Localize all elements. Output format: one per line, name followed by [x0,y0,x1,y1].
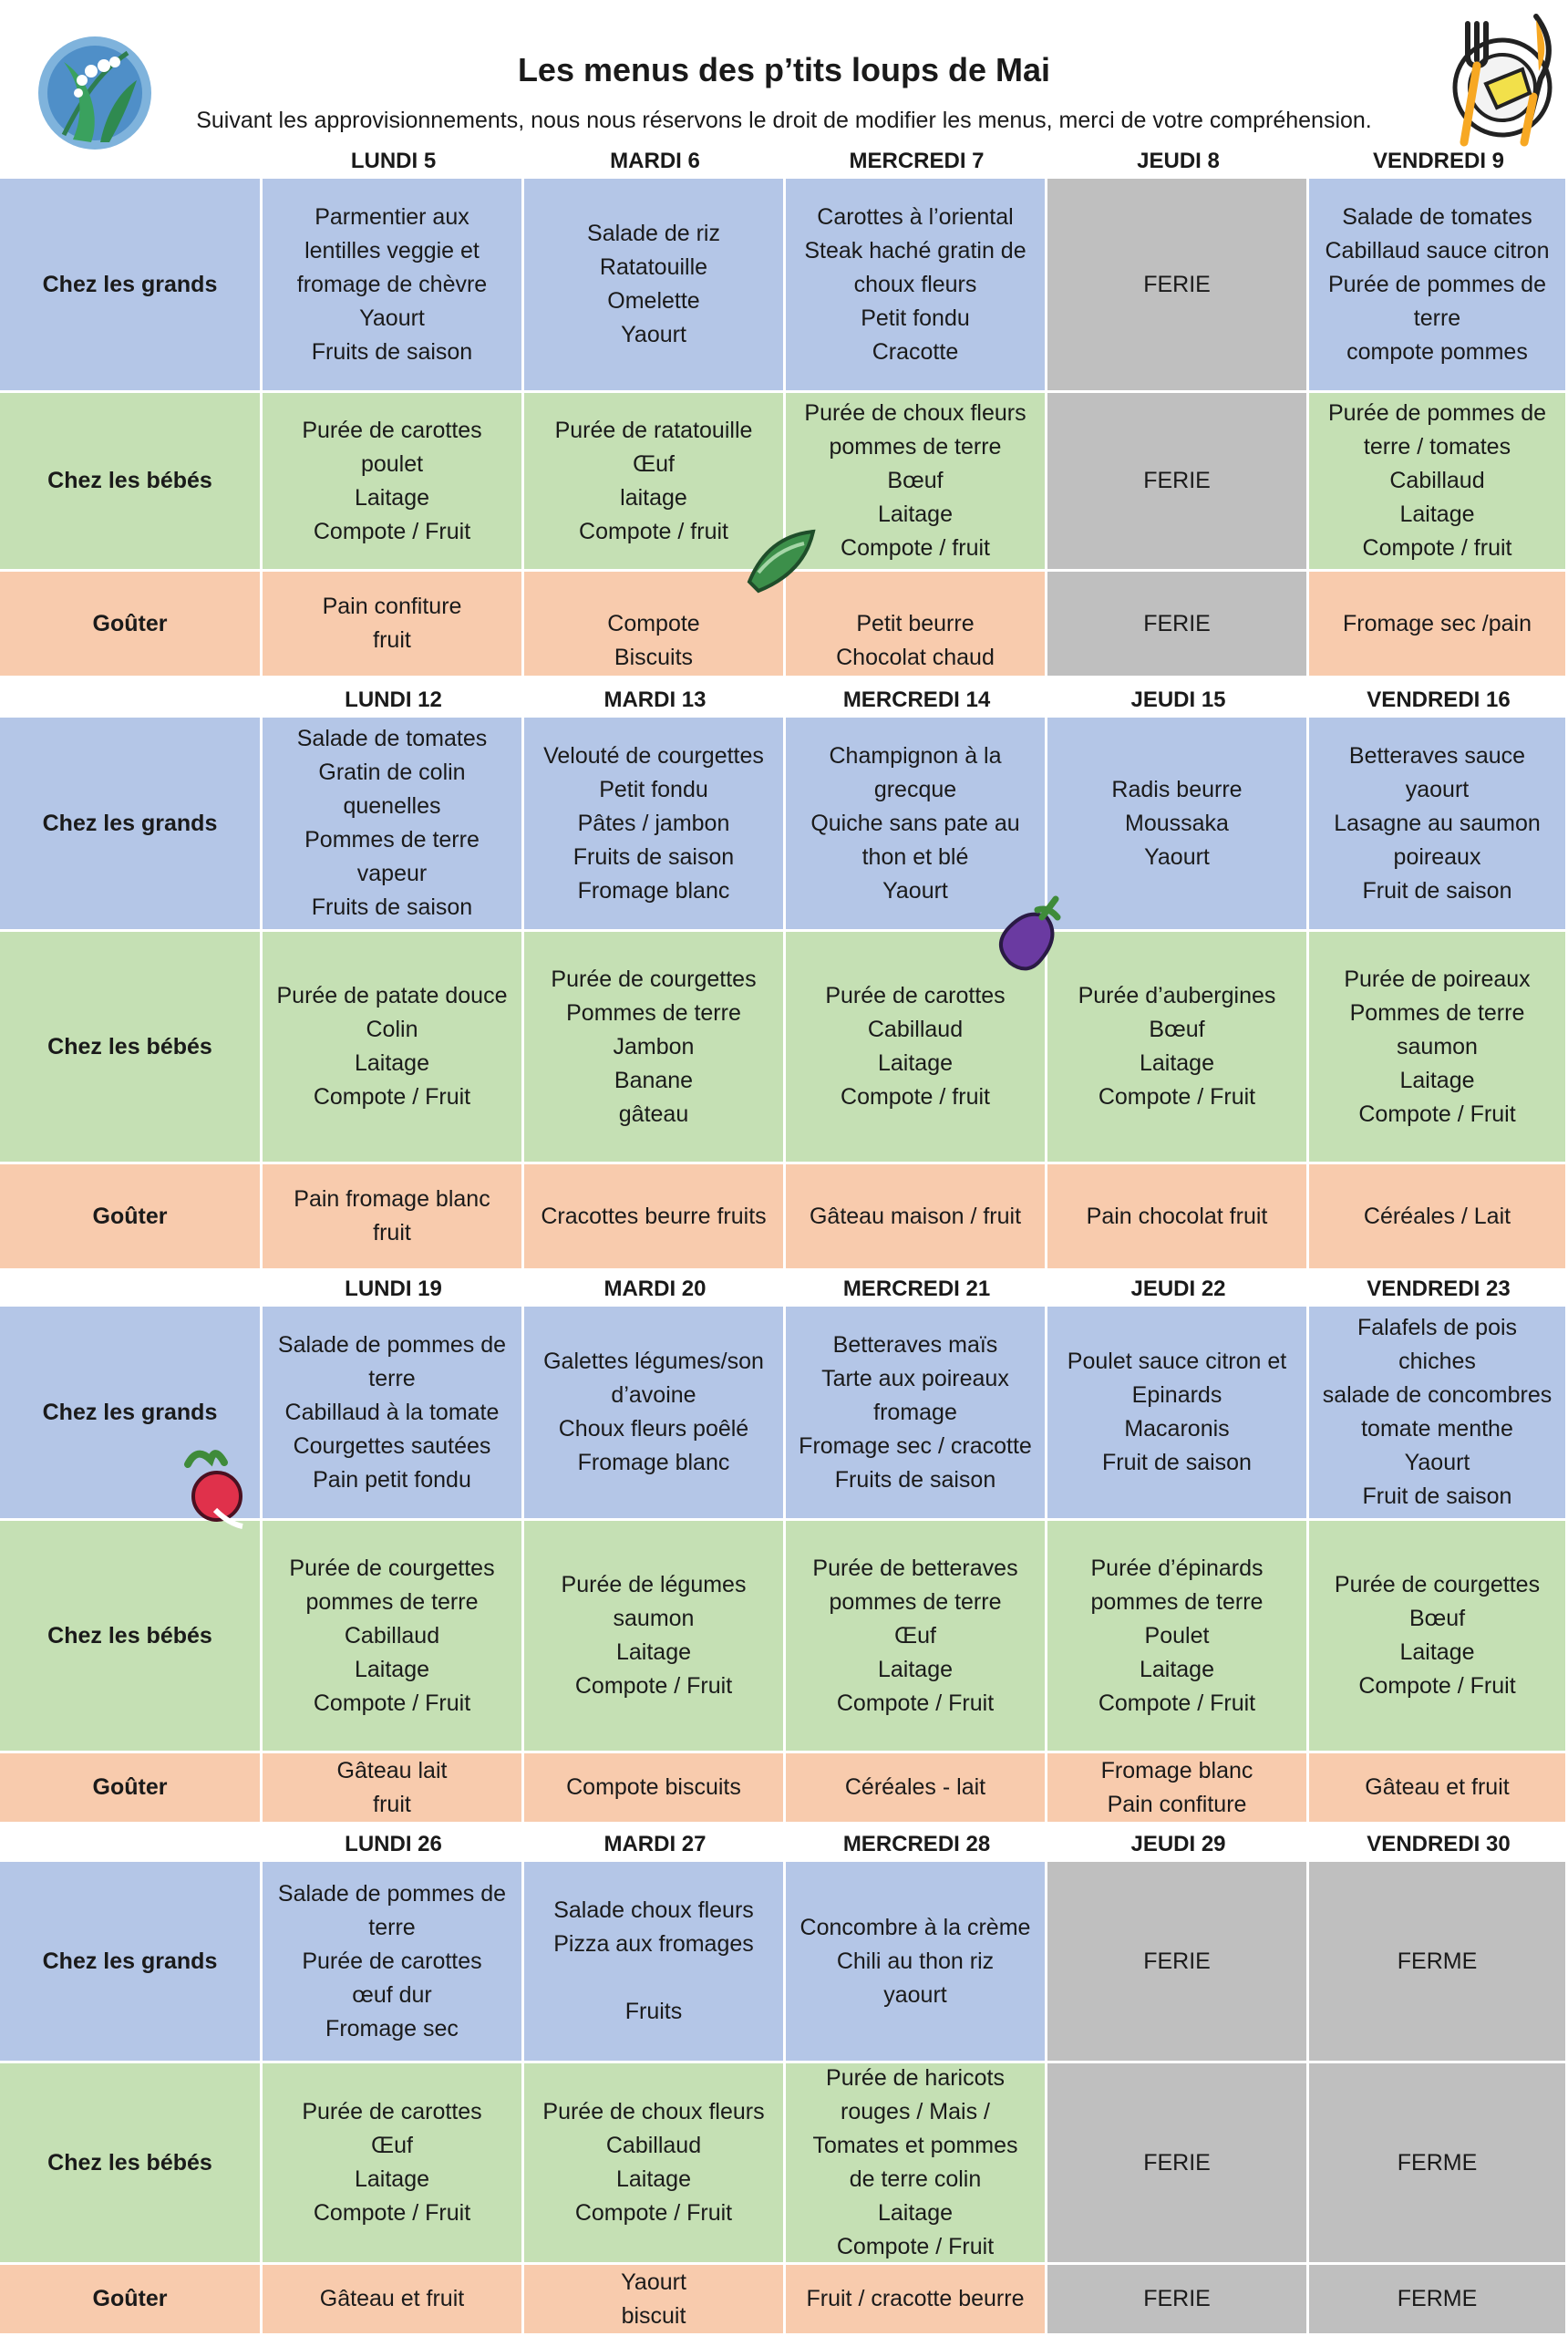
menu-cell: Céréales - lait [786,1753,1047,1824]
day-header: LUNDI 5 [350,149,437,173]
menu-cell: Purée de choux fleurs Cabillaud Laitage Compote / Fruit [524,2063,786,2265]
menu-cell: Compote Biscuits [524,572,786,678]
menu-cell: Parmentier aux lentilles veggie et fromage de chèvre Yaourt Fruits de saison [263,179,524,393]
day-header: MARDI 20 [603,1277,707,1301]
closed-day-cell: FERIE [1047,2265,1309,2336]
menu-cell: Poulet sauce citron et Epinards Macaronis Fruit de saison [1047,1307,1309,1521]
menu-row-grands [0,718,1568,932]
cutlery-plate-icon [1422,5,1568,151]
menu-row-grands [0,1862,1568,2063]
closed-day-cell: FERME [1309,2265,1568,2336]
menu-row-grands [0,179,1568,393]
row-label: Chez les grands [0,179,263,393]
row-label: Goûter [0,572,263,678]
day-header-row [0,1272,1568,1307]
menu-cell: Yaourt biscuit [524,2265,786,2336]
menu-cell: Salade de tomates Gratin de colin quenelles Pommes de terre vapeur Fruits de saison [263,718,524,932]
menu-cell: Purée de pommes de terre / tomates Cabillaud Laitage Compote / fruit [1309,393,1568,572]
menu-cell: Gâteau maison / fruit [786,1164,1047,1271]
menu-cell: Purée de courgettes Bœuf Laitage Compote / Fruit [1309,1521,1568,1753]
menu-cell: Purée de carottes Œuf Laitage Compote / Fruit [263,2063,524,2265]
row-label: Chez les bébés [0,2063,263,2265]
menu-cell: Cracottes beurre fruits [524,1164,786,1271]
menu-cell: Petit beurre Chocolat chaud [786,572,1047,678]
menu-cell: Carottes à l’oriental Steak haché gratin de choux fleurs Petit fondu Cracotte [786,179,1047,393]
day-header: JEUDI 8 [1137,149,1220,173]
menu-cell: Salade de riz Ratatouille Omelette Yaourt [524,179,786,393]
day-header: VENDREDI 30 [1367,1832,1511,1856]
menu-cell: Fruit / cracotte beurre [786,2265,1047,2336]
day-header: MARDI 6 [610,149,700,173]
menu-cell: Purée de courgettes pommes de terre Cabillaud Laitage Compote / Fruit [263,1521,524,1753]
menu-cell: Concombre à la crème Chili au thon riz yaourt [786,1862,1047,2063]
menu-cell: Salade choux fleurs Pizza aux fromages Fruits [524,1862,786,2063]
menu-cell: Purée de betteraves pommes de terre Œuf Laitage Compote / Fruit [786,1521,1047,1753]
day-header-row [0,1827,1568,1862]
cucumber-icon [740,518,822,600]
day-header: MERCREDI 7 [849,149,985,173]
menu-cell: Falafels de pois chiches salade de concombres tomate menthe Yaourt Fruit de saison [1309,1307,1568,1521]
closed-day-cell: FERIE [1047,393,1309,572]
menu-cell: Purée d’aubergines Bœuf Laitage Compote / Fruit [1047,932,1309,1164]
menu-cell: Radis beurre Moussaka Yaourt [1047,718,1309,932]
day-header: JEUDI 15 [1130,687,1226,712]
row-label: Chez les bébés [0,393,263,572]
menu-cell: Purée de poireaux Pommes de terre saumon Laitage Compote / Fruit [1309,932,1568,1164]
menu-cell: Purée de courgettes Pommes de terre Jambon Banane gâteau [524,932,786,1164]
menu-cell: Salade de pommes de terre Cabillaud à la tomate Courgettes sautées Pain petit fondu [263,1307,524,1521]
day-header: VENDREDI 9 [1372,149,1505,173]
menu-cell: Betteraves maïs Tarte aux poireaux fromage Fromage sec / cracotte Fruits de saison [786,1307,1047,1521]
day-header: JEUDI 22 [1130,1277,1226,1301]
closed-day-cell: FERIE [1047,179,1309,393]
row-label: Goûter [0,1753,263,1824]
menu-cell: Betteraves sauce yaourt Lasagne au saumon poireaux Fruit de saison [1309,718,1568,932]
eggplant-icon [992,890,1070,977]
menu-cell: Galettes légumes/son d’avoine Choux fleurs poêlé Fromage blanc [524,1307,786,1521]
closed-day-cell: FERME [1309,1862,1568,2063]
menu-cell: Pain fromage blanc fruit [263,1164,524,1271]
day-header: MERCREDI 28 [842,1832,991,1856]
day-header: MERCREDI 14 [842,687,991,712]
row-label: Chez les bébés [0,1521,263,1753]
menu-cell: Purée de ratatouille Œuf laitage Compote / fruit [524,393,786,572]
menu-row-bebes [0,2063,1568,2265]
radish-icon [179,1446,252,1530]
menu-cell: Purée de carottes Cabillaud Laitage Compote / fruit [786,932,1047,1164]
menu-cell: Gâteau et fruit [263,2265,524,2336]
day-header-row [0,683,1568,718]
menu-cell: Pain confiture fruit [263,572,524,678]
closed-day-cell: FERIE [1047,2063,1309,2265]
day-header: VENDREDI 16 [1367,687,1511,712]
menu-cell: Compote biscuits [524,1753,786,1824]
day-header: LUNDI 26 [345,1832,442,1856]
row-label: Chez les grands [0,1862,263,2063]
row-label: Chez les bébés [0,932,263,1164]
page-header [0,0,1568,141]
closed-day-cell: FERIE [1047,1862,1309,2063]
day-header: LUNDI 19 [345,1277,442,1301]
menu-cell: Champignon à la grecque Quiche sans pate au thon et blé Yaourt [786,718,1047,932]
row-label: Goûter [0,1164,263,1271]
day-header-row [0,144,1568,179]
menu-cell: Céréales / Lait [1309,1164,1568,1271]
day-header: JEUDI 29 [1130,1832,1226,1856]
menu-row-gouter [0,1164,1568,1271]
menu-cell: Fromage sec /pain [1309,572,1568,678]
menu-cell: Salade de pommes de terre Purée de carottes œuf dur Fromage sec [263,1862,524,2063]
menu-row-bebes [0,932,1568,1164]
menu-cell: Velouté de courgettes Petit fondu Pâtes / jambon Fruits de saison Fromage blanc [524,718,786,932]
menu-cell: Purée de carottes poulet Laitage Compote / Fruit [263,393,524,572]
menu-cell: Salade de tomates Cabillaud sauce citron Purée de pommes de terre compote pommes [1309,179,1568,393]
menu-cell: Gâteau lait fruit [263,1753,524,1824]
page-title: Les menus des p’tits loups de Mai [517,51,1051,88]
closed-day-cell: FERME [1309,2063,1568,2265]
menu-row-bebes [0,1521,1568,1753]
menu-cell: Purée de haricots rouges / Mais / Tomates et pommes de terre colin Laitage Compote / Fruit [786,2063,1047,2265]
menu-cell: Purée de patate douce Colin Laitage Compote / Fruit [263,932,524,1164]
closed-day-cell: FERIE [1047,572,1309,678]
day-header: MERCREDI 21 [842,1277,991,1301]
menu-cell: Purée de légumes saumon Laitage Compote / Fruit [524,1521,786,1753]
day-header: MARDI 27 [603,1832,707,1856]
week-block-3 [0,1272,1568,1824]
day-header: MARDI 13 [603,687,707,712]
menu-row-gouter [0,1753,1568,1824]
row-label: Goûter [0,2265,263,2336]
week-block-2 [0,683,1568,1271]
row-label: Chez les grands [0,1307,263,1521]
row-label: Chez les grands [0,718,263,932]
page-subtitle: Suivant les approvisionnements, nous nous réservons le droit de modifier les menus, merci de votre compréhension. [196,108,1372,133]
menu-cell: Pain chocolat fruit [1047,1164,1309,1271]
menu-cell: Fromage blanc Pain confiture [1047,1753,1309,1824]
day-header: LUNDI 12 [345,687,442,712]
day-header: VENDREDI 23 [1367,1277,1511,1301]
menu-cell: Purée de choux fleurs pommes de terre Bœuf Laitage Compote / fruit [786,393,1047,572]
week-block-4 [0,1827,1568,2336]
menu-row-gouter [0,2265,1568,2336]
menu-cell: Gâteau et fruit [1309,1753,1568,1824]
menu-cell: Purée d’épinards pommes de terre Poulet Laitage Compote / Fruit [1047,1521,1309,1753]
